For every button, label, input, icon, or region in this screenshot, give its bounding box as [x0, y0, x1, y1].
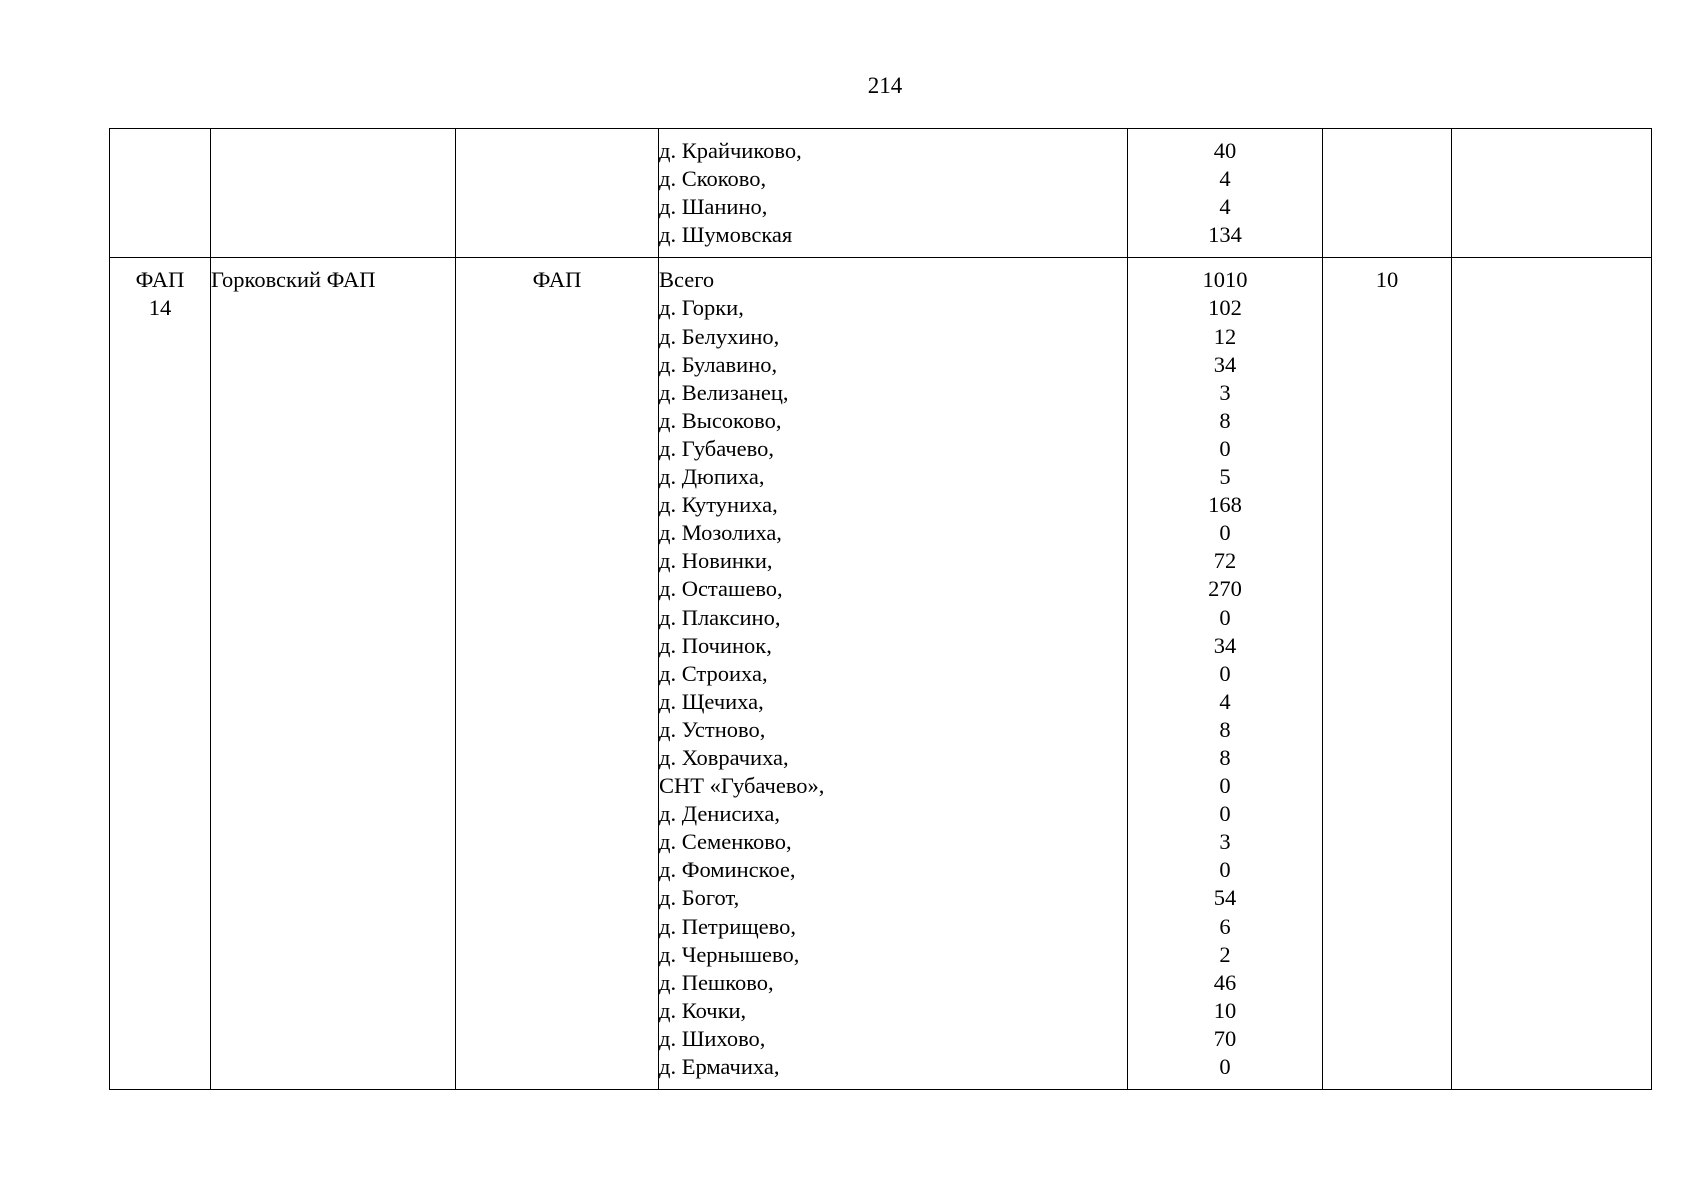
settlement-population: 8 — [1219, 744, 1231, 770]
settlement-population: 168 — [1208, 492, 1242, 518]
settlement-population: 70 — [1213, 1025, 1237, 1051]
settlement-population: 72 — [1213, 548, 1237, 574]
code-cell — [110, 129, 211, 258]
settlement-population: 8 — [1219, 716, 1231, 742]
population-cell — [1128, 129, 1323, 258]
settlement-population: 3 — [1219, 829, 1231, 855]
settlement-population: 34 — [1213, 351, 1237, 377]
settlement-population: 4 — [1219, 688, 1231, 714]
settlement-population: 0 — [1219, 435, 1231, 461]
settlement-name: д. Чернышево, — [659, 941, 800, 967]
settlement-population: 0 — [1219, 857, 1231, 883]
settlement-name: д. Богот, — [659, 885, 740, 911]
settlement-population: 0 — [1219, 660, 1231, 686]
settlement-population: 3 — [1219, 379, 1231, 405]
settlement-population: 134 — [1208, 222, 1242, 248]
settlement-name: д. Осташево, — [659, 576, 783, 602]
table-row — [110, 258, 1652, 1090]
settlement-population: 34 — [1213, 632, 1237, 658]
settlement-name: д. Петрищево, — [659, 913, 796, 939]
settlement-population: 2 — [1219, 941, 1231, 967]
settlement-population: 5 — [1219, 464, 1231, 490]
settlement-population: 0 — [1219, 1054, 1231, 1079]
settlement-name: д. Горки, — [659, 295, 744, 321]
settlement-population: 0 — [1219, 801, 1231, 827]
settlement-name: д. Белухино, — [659, 323, 780, 349]
settlement-population: 12 — [1213, 323, 1237, 349]
settlement-population: 46 — [1213, 969, 1237, 995]
settlement-name: д. Устново, — [659, 716, 766, 742]
settlement-population: 10 — [1213, 997, 1237, 1023]
settlement-name: д. Крайчиково, — [659, 138, 802, 163]
settlement-name: д. Шанино, — [659, 194, 768, 220]
notes-cell — [1452, 129, 1652, 258]
settlement-population: 8 — [1219, 407, 1231, 433]
settlement-name: д. Щечиха, — [659, 688, 764, 714]
settlement-name: д. Строиха, — [659, 660, 768, 686]
settlement-name: д. Булавино, — [659, 351, 778, 377]
code-cell — [110, 258, 211, 1090]
settlement-name: д. Высоково, — [659, 407, 782, 433]
code-line: ФАП — [135, 267, 185, 293]
count-cell — [1323, 129, 1452, 258]
settlement-name: д. Плаксино, — [659, 604, 781, 630]
settlement-population: 1010 — [1202, 267, 1248, 293]
settlement-name: д. Фоминское, — [659, 857, 796, 883]
settlement-name: д. Ермачиха, — [659, 1054, 780, 1079]
settlement-population: 0 — [1219, 604, 1231, 630]
settlements-cell — [659, 129, 1128, 258]
settlement-name: д. Пешково, — [659, 969, 774, 995]
settlement-population: 40 — [1213, 138, 1237, 163]
settlement-name: д. Новинки, — [659, 548, 773, 574]
facility-name-cell: Горковский ФАП — [211, 258, 456, 1090]
settlement-name: д. Мозолиха, — [659, 520, 782, 546]
code-line: 14 — [148, 295, 172, 321]
population-cell — [1128, 258, 1323, 1090]
settlement-name: д. Дюпиха, — [659, 464, 765, 490]
facility-name-cell — [211, 129, 456, 258]
settlement-name: д. Ховрачиха, — [659, 744, 789, 770]
settlement-name: СНТ «Губачево», — [659, 773, 825, 799]
settlement-name: д. Шихово, — [659, 1025, 766, 1051]
settlement-population: 0 — [1219, 520, 1231, 546]
settlement-name: д. Починок, — [659, 632, 772, 658]
settlement-name: д. Губачево, — [659, 435, 774, 461]
settlement-population: 0 — [1219, 773, 1231, 799]
table-body — [110, 129, 1652, 1090]
settlement-name: д. Шумовская — [659, 222, 793, 248]
settlement-name: Всего — [659, 267, 715, 293]
notes-cell — [1452, 258, 1652, 1090]
settlement-population: 4 — [1219, 194, 1231, 220]
settlement-population: 6 — [1219, 913, 1231, 939]
settlement-name: д. Семенково, — [659, 829, 792, 855]
settlement-name: д. Кутуниха, — [659, 492, 778, 518]
page-number: 214 — [867, 73, 903, 98]
table-row — [110, 129, 1652, 258]
settlement-population: 54 — [1213, 885, 1237, 911]
facility-table — [109, 128, 1652, 1090]
facility-type-cell: ФАП — [456, 258, 659, 1090]
settlement-name: д. Денисиха, — [659, 801, 780, 827]
settlement-name: д. Кочки, — [659, 997, 747, 1023]
settlement-name: д. Велизанец, — [659, 379, 789, 405]
settlement-population: 102 — [1208, 295, 1242, 321]
settlement-population: 270 — [1208, 576, 1242, 602]
settlement-name: д. Скоково, — [659, 166, 767, 192]
settlement-population: 4 — [1219, 166, 1231, 192]
facility-type-cell — [456, 129, 659, 258]
settlements-cell — [659, 258, 1128, 1090]
count-cell: 10 — [1323, 258, 1452, 1090]
